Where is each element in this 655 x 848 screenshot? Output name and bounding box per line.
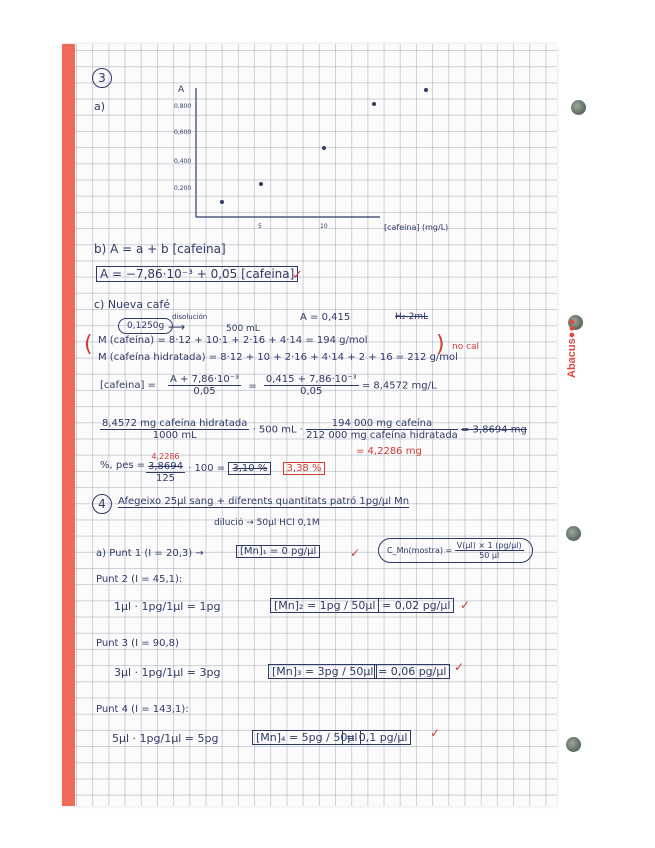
check-mark: ✓ xyxy=(350,546,361,560)
point-1-label: a) Punt 1 (I = 20,3) → xyxy=(96,548,204,559)
y-tick-label: 0,400 xyxy=(174,158,192,165)
multiplier: · 100 = xyxy=(188,463,226,474)
point-4-box: [Mn]₄ = 5pg / 50µl xyxy=(252,730,361,745)
fraction-denominator: 50 µl xyxy=(479,551,500,560)
bracket-left: ( xyxy=(84,332,93,357)
point-2-box: [Mn]₂ = 1pg / 50µl xyxy=(270,598,379,613)
dilution-text: dilució → 50µl HCl 0,1M xyxy=(214,518,320,528)
check-mark: ✓ xyxy=(430,726,441,740)
punch-hole xyxy=(566,526,581,541)
sample-mass: 0,1250g xyxy=(118,318,173,334)
point-3-calc: 3µl · 1pg/1µl = 3pg xyxy=(114,666,221,679)
check-mark: ✓ xyxy=(460,598,471,612)
percent-fraction xyxy=(146,452,325,484)
fraction-denominator: 1000 mL xyxy=(152,430,197,441)
x-tick-label: 5 xyxy=(258,223,262,230)
fraction-numerator: 194 000 mg cafeína xyxy=(306,418,458,430)
concentration-result: = 8,4572 mg/L xyxy=(361,380,437,392)
y-tick-label: 0,200 xyxy=(174,185,192,192)
point-2-calc: 1µl · 1pg/1µl = 1pg xyxy=(114,600,221,613)
check-mark: ✓ xyxy=(454,660,465,674)
molar-mass-caffeine: M (cafeína) = 8·12 + 10·1 + 2·16 + 4·14 = 194 g/mol xyxy=(98,335,368,346)
point-1-result: [Mn]₁ = 0 pg/µl xyxy=(236,545,320,558)
y-tick-label: 0,600 xyxy=(174,129,192,136)
corrected-mass: = 4,2286 mg xyxy=(356,446,422,457)
struck-percent-box: 3,10 % xyxy=(228,462,271,475)
concentration-label: [cafeina] = xyxy=(100,380,156,391)
fraction-numerator: A + 7,86·10⁻³ xyxy=(170,374,240,385)
calibration-graph xyxy=(160,80,480,240)
point-3-box: [Mn]₃ = 3pg / 50µl xyxy=(268,664,377,679)
x-tick-label: 10 xyxy=(320,223,328,230)
fraction-numerator: 0,415 + 7,86·10⁻³ xyxy=(265,374,357,385)
y-tick-label: 0,800 xyxy=(174,103,192,110)
struck-numerator: 3,8694 xyxy=(148,461,183,472)
punch-hole xyxy=(566,737,581,752)
corrected-percent-box: 3,38 % xyxy=(283,462,326,475)
data-point xyxy=(372,102,376,106)
fraction-denominator: 0,05 xyxy=(300,386,323,397)
data-point xyxy=(322,146,326,150)
linear-model: b) A = a + b [cafeina] xyxy=(94,242,226,256)
question-number: 3 xyxy=(92,68,112,88)
struck-result: = 3,8694 mg xyxy=(461,424,527,436)
formula-oval xyxy=(378,538,533,563)
mass-calculation xyxy=(100,418,527,441)
fraction-denominator: 0,05 xyxy=(193,386,216,397)
point-4-calc: 5µl · 1pg/1µl = 5pg xyxy=(112,732,219,745)
data-point xyxy=(220,200,224,204)
procedure-text: Afegeixo 25µl sang + diferents quantitats patró 1pg/µl Mn xyxy=(118,496,410,507)
volume: 500 mL xyxy=(226,324,260,334)
arrow-icon: ⟶ xyxy=(168,320,186,334)
point-3-label: Punt 3 (I = 90,8) xyxy=(96,638,179,649)
question-number: 4 xyxy=(92,494,112,514)
crossed-note: H₂-2mL xyxy=(395,312,429,322)
data-point xyxy=(424,88,428,92)
point-3-result: = 0,06 pg/µl xyxy=(374,664,450,679)
fraction-denominator: 125 xyxy=(155,473,176,484)
multiplier: · 500 mL · xyxy=(252,424,303,436)
point-2-result: = 0,02 pg/µl xyxy=(378,598,454,613)
check-mark: ✓ xyxy=(292,268,303,283)
dilution-note: disolución xyxy=(172,313,208,321)
point-2-label: Punt 2 (I = 45,1): xyxy=(96,574,183,585)
molar-mass-hydrated: M (cafeína hidratada) = 8·12 + 10 + 2·16 + 4·14 + 2 + 16 = 212 g/mol xyxy=(98,352,458,363)
point-4-result: = 0,1 pg/µl xyxy=(342,730,411,745)
fraction-denominator: 212 000 mg cafeína hidratada xyxy=(306,430,458,441)
absorbance: A = 0,415 xyxy=(300,312,351,323)
fraction-numerator: V(µl) × 1 (pg/µl) xyxy=(456,541,522,550)
y-axis-label: A xyxy=(178,85,185,95)
bracket-right: ) xyxy=(436,332,445,357)
part-c-label: c) Nueva café xyxy=(94,298,170,311)
teacher-note: no cal xyxy=(452,342,480,352)
x-axis-label: [cafeina] (mg/L) xyxy=(384,223,449,232)
point-4-label: Punt 4 (I = 143,1): xyxy=(96,704,189,715)
brand-logo: Abacus●●● xyxy=(566,318,578,378)
punch-hole xyxy=(571,100,586,115)
regression-result-box: A = −7,86·10⁻³ + 0,05 [cafeina] xyxy=(96,266,298,282)
concentration-fraction: $\frac{\text{A + 7,86·10⁻³}}{0,05}$ = $\frac{\text{0,415 + 7,86·10⁻³}}{0,05}$ = 8,4572 mg/L xyxy=(170,374,437,397)
part-label: a) xyxy=(94,100,106,113)
red-margin xyxy=(62,44,75,806)
percent-label: %, pes = xyxy=(100,460,146,471)
corrected-numerator: 4,2286 xyxy=(151,452,180,461)
data-point xyxy=(259,182,263,186)
fraction-numerator: 8,4572 mg cafeína hidratada xyxy=(102,418,248,429)
formula-label: C_Mn(mostra) = xyxy=(387,546,453,555)
